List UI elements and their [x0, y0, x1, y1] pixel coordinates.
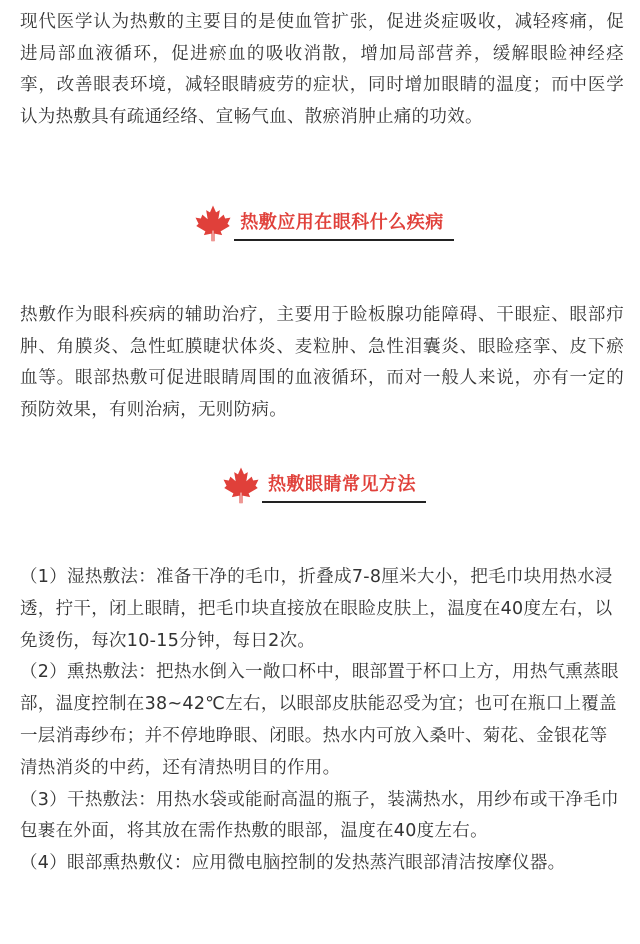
method-item-wet: （1）湿热敷法：准备干净的毛巾，折叠成7-8厘米大小，把毛巾块用热水浸透，拧干，闭上眼睛，把毛巾块直接放在眼睑皮肤上，温度在40度左右，以免烫伤，每次10-15分钟，每日2次。	[20, 567, 613, 651]
section-title-methods: 热敷眼睛常见方法	[266, 470, 418, 500]
method-item-steam: （2）熏热敷法：把热水倒入一敞口杯中，眼部置于杯口上方，用热气熏蒸眼部，温度控制在38~42℃左右，以眼部皮肤能忍受为宜；也可在瓶口上覆盖一层消毒纱布；并不停地睁眼、闭眼。热水内可放入桑叶、菊花、金银花等清热消炎的中药，还有清热明目的作用。	[20, 662, 619, 778]
maple-leaf-icon	[222, 466, 260, 504]
method-item-device: （4）眼部熏热敷仪：应用微电脑控制的发热蒸汽眼部清洁按摩仪器。	[20, 853, 566, 874]
methods-list	[20, 562, 624, 880]
diseases-paragraph: 热敷作为眼科疾病的辅助治疗，主要用于睑板腺功能障碍、干眼症、眼部疖肿、角膜炎、急性虹膜睫状体炎、麦粒肿、急性泪囊炎、眼睑痉挛、皮下瘀血等。眼部热敷可促进眼睛周围的血液循环，而对一般人来说，亦有一定的预防效果，有则治病，无则防病。	[20, 305, 624, 420]
section-title-diseases: 热敷应用在眼科什么疾病	[238, 208, 446, 238]
maple-leaf-icon	[194, 204, 232, 242]
section-heading-methods	[0, 463, 640, 507]
method-item-dry: （3）干热敷法：用热水袋或能耐高温的瓶子，装满热水，用纱布或干净毛巾包裹在外面，将其放在需作热敷的眼部，温度在40度左右。	[20, 789, 619, 842]
intro-paragraph: 现代医学认为热敷的主要目的是使血管扩张，促进炎症吸收，减轻疼痛，促进局部血液循环，促进瘀血的吸收消散，增加局部营养，缓解眼睑神经痉挛，改善眼表环境，减轻眼睛疲劳的症状，同时增加眼睛的温度；而中医学认为热敷具有疏通经络、宣畅气血、散瘀消肿止痛的功效。	[20, 12, 624, 127]
section-heading-diseases	[0, 201, 640, 245]
